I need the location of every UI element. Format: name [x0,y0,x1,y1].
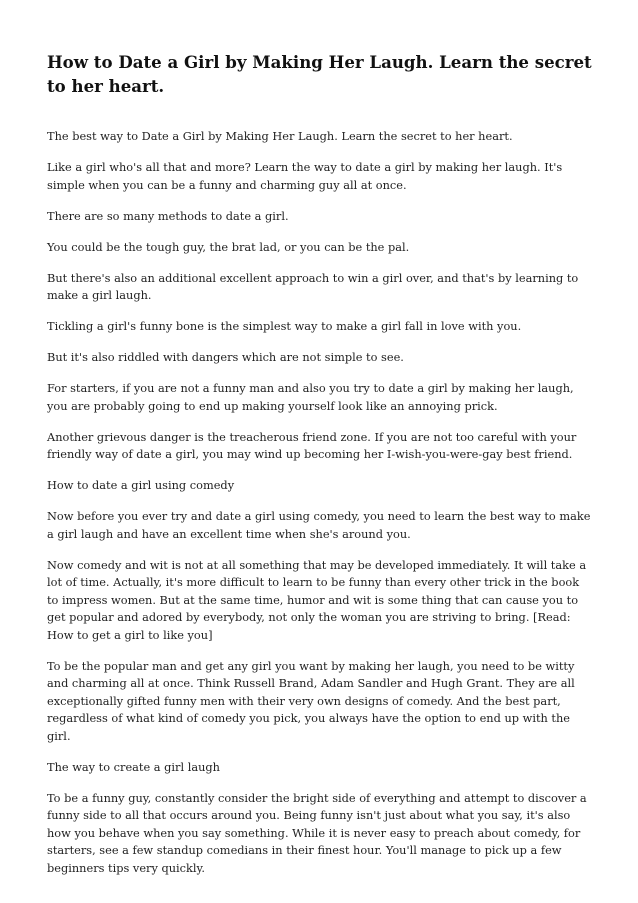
paragraph: Now comedy and wit is not at all something that may be developed immediately. It will take a lot of time. Actually, it's more difficult to learn to be funny than every other trick in the book to impress women. But at the same time, humor and wit is some thing that can cause you to get popular and adored by everybody, not only the woman you are striving to bring. [Read: How to get a girl to like you] [47,557,587,642]
paragraph: Another grievous danger is the treacherous friend zone. If you are not too careful with your friendly way of date a girl, you may wind up becoming her I-wish-you-were-gay best friend. [47,429,577,461]
paragraph: Tickling a girl's funny bone is the simplest way to make a girl fall in love with you. [47,319,522,333]
section-heading-comedy: How to date a girl using comedy [47,478,235,492]
paragraph: To be the popular man and get any girl you want by making her laugh, you need to be witty and charming all at once. Think Russell Brand, Adam Sandler and Hugh Grant. They are all exceptionally gifted funny men with their very own designs of comedy. And the best part, regardless of what kind of comedy you pick, you always have the option to end up with the girl. [47,658,575,743]
paragraph: There are so many methods to date a girl. [47,208,289,223]
paragraph: You could be the tough guy, the brat lad, or you can be the pal. [47,239,410,254]
paragraph: But it's also riddled with dangers which are not simple to see. [47,350,404,364]
paragraph: Now before you ever try and date a girl using comedy, you need to learn the best way to make a girl laugh and have an excellent time when she's around you. [47,509,591,541]
paragraph: But there's also an additional excellent approach to win a girl over, and that's by learning to make a girl laugh. [47,270,579,302]
section-heading-laugh: The way to create a girl laugh [47,759,220,774]
paragraph: For starters, if you are not a funny man and also you try to date a girl by making her laugh, you are probably going to end up making yourself look like an annoying prick. [47,381,574,413]
document-title: How to Date a Girl by Making Her Laugh. Learn the secret to her heart. [47,52,592,96]
paragraph: To be a funny guy, constantly consider the bright side of everything and attempt to discover a funny side to all that occurs around you. Being funny isn't just about what you say, it's also how you behave when you say something. While it is never easy to preach about comedy, for starters, see a few standup comedians in their finest hour. You'll manage to pick up a few beginners tips very quickly. [47,790,587,875]
paragraph-intro: The best way to Date a Girl by Making Her Laugh. Learn the secret to her heart. [47,129,513,143]
paragraph: Like a girl who's all that and more? Learn the way to date a girl by making her laugh. It's simple when you can be a funny and charming guy all at once. [47,160,563,192]
